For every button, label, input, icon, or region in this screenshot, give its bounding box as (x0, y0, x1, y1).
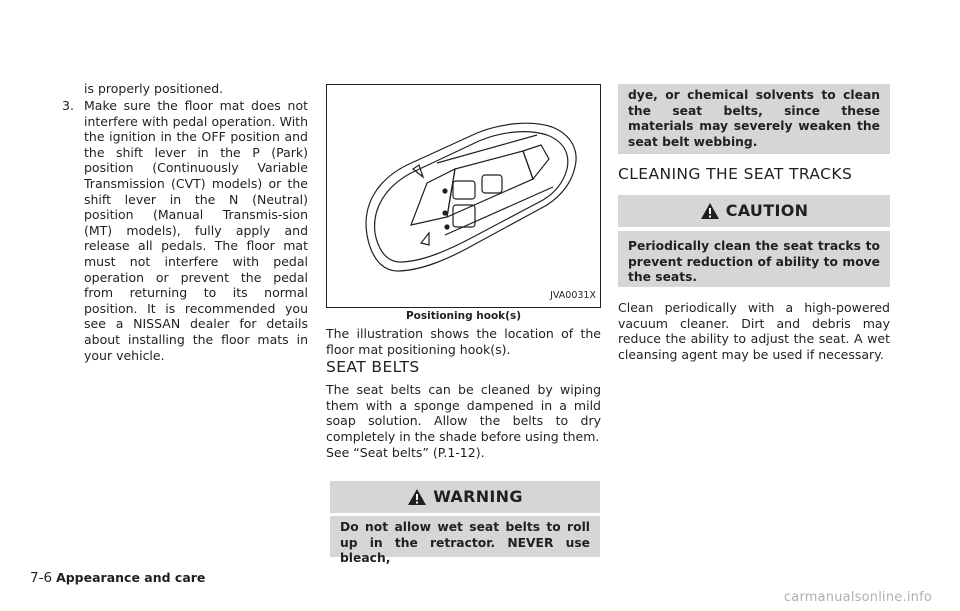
page-footer (30, 570, 205, 586)
warning-header (330, 481, 600, 513)
illustration-description: The illustration shows the location of the floor mat positioning hook(s). (326, 326, 601, 357)
warning-triangle-icon (407, 488, 427, 506)
seat-tracks-heading: CLEANING THE SEAT TRACKS (618, 165, 853, 183)
continuation-text: is properly positioned. (84, 81, 224, 96)
list-number: 3. (62, 98, 74, 113)
seat-belts-reference: See “Seat belts” (P.1-12). (326, 445, 485, 460)
caution-triangle-icon (700, 202, 720, 220)
floor-mat-figure (326, 84, 601, 308)
caution-header (618, 195, 890, 227)
seat-tracks-text: Clean periodically with a high-powered vacuum cleaner. Dirt and debris may reduce the ability to adjust the seat. A wet cleansing agent may be used if necessary. (618, 300, 890, 362)
section-title: Appearance and care (56, 570, 206, 585)
caution-text: Periodically clean the seat tracks to prevent reduction of ability to move the seats. (628, 239, 880, 285)
list-text: Make sure the floor mat does not interfere with pedal operation. With the ignition in the OFF position and the shift lever in the P (Park) position (Continuously Variable Transmission (CVT) models) or the shift lever in the N (Neutral) position (Manual Transmis-sion (MT) models), fully apply and release all pedals. The floor mat must not interfere with pedal operation or prevent the pedal from returning to its normal position. It is recommended you see a NISSAN dealer for details about installing the floor mats in your vehicle. (84, 98, 308, 363)
list-item-3 (62, 98, 308, 363)
warning-text: Do not allow wet seat belts to roll up in the retractor. NEVER use bleach, (340, 520, 590, 566)
warning-body-continued (618, 84, 890, 154)
caution-body (618, 231, 890, 287)
seat-belts-heading: SEAT BELTS (326, 358, 420, 376)
warning-title: WARNING (433, 487, 523, 507)
page-number: 7-6 (30, 570, 53, 586)
warning-text-continued: dye, or chemical solvents to clean the seat belts, since these materials may severely weaken the seat belt webbing. (628, 88, 880, 149)
warning-body (330, 516, 600, 566)
watermark: carmanualsonline.info (783, 590, 932, 605)
seat-belts-text: The seat belts can be cleaned by wiping them with a sponge dampened in a mild soap solution. Allow the belts to dry completely in the shade before using them. (326, 382, 601, 444)
vehicle-top-view-illustration (327, 85, 600, 307)
figure-caption: Positioning hook(s) (405, 310, 522, 322)
figure-code: JVA0031X (550, 290, 596, 302)
caution-title: CAUTION (725, 201, 809, 221)
